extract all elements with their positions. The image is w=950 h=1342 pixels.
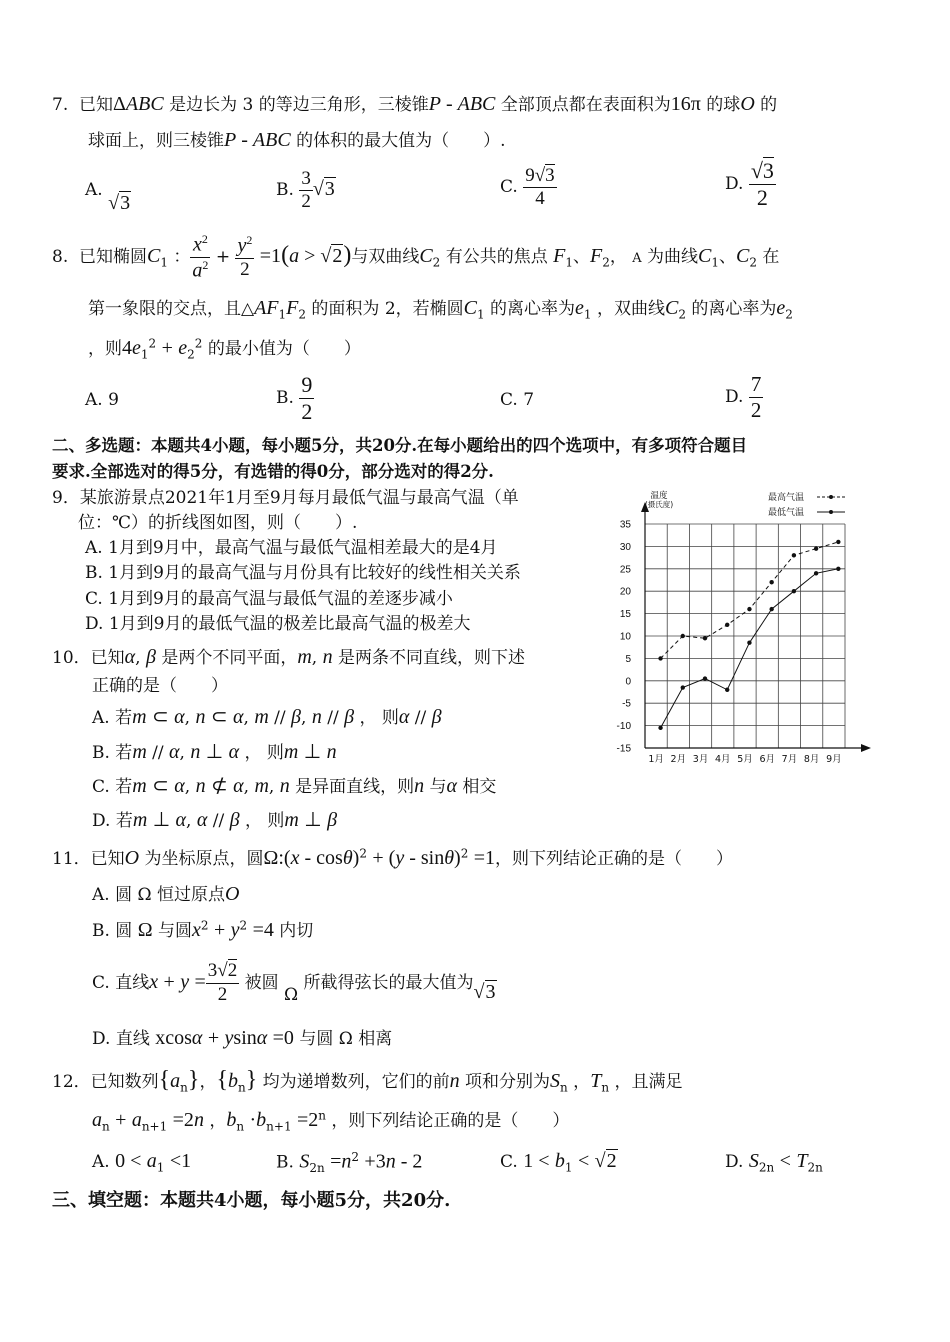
data-point <box>836 540 840 544</box>
y-tick-label: -15 <box>616 743 631 755</box>
q10-option-b: B. 若m // α, n ⊥ α ， 则m ⊥ n <box>92 741 337 763</box>
q11-option-d: D. 直线 xcosα + ysinα =0 与圆 Ω 相离 <box>92 1027 393 1049</box>
x-tick-label: 5月 <box>737 754 753 765</box>
section2-heading-line1: 二、多选题：本题共4小题，每小题5分，共20分.在每小题给出的四个选项中，有多项符合题目 <box>52 436 748 455</box>
q7-option-a: A. √3 <box>85 180 131 214</box>
data-point <box>703 636 707 640</box>
y-tick-label: 10 <box>619 631 631 643</box>
legend-label: 最高气温 <box>768 493 805 503</box>
q9-line2: 位：℃）的折线图如图，则（ ）. <box>78 513 358 533</box>
q11-option-c: C. 直线x + y = $\frac{3√2}{2}$ 被圆 Ω 所截得弦长的最大值为√3 <box>92 960 496 1005</box>
data-point <box>658 656 662 660</box>
data-point <box>703 676 707 680</box>
q11-option-b: B. 圆 Ω 与圆$x^2 + y^2 =4$ 内切 <box>92 918 314 941</box>
legend-marker <box>829 510 833 514</box>
q12-line1: 12．已知数列$\{a_n\}$，$\{b_n\}$ 均为递增数列，它们的前n 项和分别为$S_n$ ，$T_n$ ，且满足 <box>52 1067 683 1095</box>
q12-line2: $a_n + a_{n+1} =2n$ ，$b_n \cdot b_{n+1} =2^n$ ，则下列结论正确的是（ ） <box>92 1108 570 1134</box>
x-tick-label: 6月 <box>759 754 775 765</box>
q12-option-c: C. $1 < b_1 < √2$ <box>500 1150 617 1175</box>
q11-line1: 11．已知O 为坐标原点，圆Ω:(x - cosθ)$^2$ + (y - sinθ)$^2$ =1，则下列结论正确的是（ ） <box>52 846 734 869</box>
temperature-line-chart <box>605 488 885 768</box>
series-line-1 <box>661 569 839 728</box>
q10-line2: 正确的是（ ） <box>92 676 228 696</box>
data-point <box>792 553 796 557</box>
x-tick-label: 9月 <box>826 754 842 765</box>
x-tick-label: 3月 <box>692 754 709 765</box>
y-tick-label: 0 <box>625 676 631 688</box>
data-point <box>814 571 818 575</box>
q9-option-b: B. 1月到9月的最高气温与月份具有比较好的线性相关关系 <box>85 563 521 583</box>
data-point <box>747 641 751 645</box>
data-point <box>681 685 685 689</box>
data-point <box>658 726 662 730</box>
q7-option-c: C. $\frac{9√3}{4}$ <box>500 165 555 209</box>
q11-option-a: A. 圆 Ω 恒过原点O <box>92 883 240 905</box>
y-axis-label: (摄氏度) <box>644 500 674 509</box>
data-point <box>792 589 796 593</box>
q7-line2: 球面上，则三棱锥P - ABC 的体积的最大值为（ ）. <box>88 129 506 151</box>
data-point <box>814 546 818 550</box>
data-point <box>681 634 685 638</box>
q8-option-b: B. $\frac{9}{2}$ <box>276 372 313 424</box>
q9-option-a: A. 1月到9月中，最高气温与最低气温相差最大的是4月 <box>85 538 498 558</box>
y-tick-label: -5 <box>622 698 631 710</box>
data-point <box>747 607 751 611</box>
y-tick-label: 20 <box>619 586 631 598</box>
y-axis-label: 温度 <box>650 491 668 501</box>
x-tick-label: 7月 <box>781 754 798 765</box>
q8-line2: 第一象限的交点，且$\triangle AF_1F_2$ 的面积为 2，若椭圆$C_1$ 的离心率为$e_1$ ，双曲线$C_2$ 的离心率为$e_2$ <box>88 297 793 322</box>
y-tick-label: 30 <box>619 541 631 553</box>
q7-option-d: D. $\frac{√3}{2}$ <box>725 158 774 210</box>
y-tick-label: 25 <box>619 564 631 576</box>
q10-line1: 10．已知α, β 是两个不同平面，m, n 是两条不同直线，则下述 <box>52 646 525 668</box>
data-point <box>836 567 840 571</box>
q8-option-c: C. 7 <box>500 390 535 410</box>
data-point <box>769 580 773 584</box>
y-tick-label: 15 <box>619 609 631 621</box>
q7-line1: 7. 已知ΔABC 是边长为 3 的等边三角形，三棱锥P - ABC 全部顶点都在表面积为16π 的球O 的 <box>52 93 778 115</box>
q8-option-a: A. 9 <box>85 390 119 410</box>
q10-option-a: A. 若m ⊂ α, n ⊂ α, m // β, n // β ， 则α // β <box>92 706 442 728</box>
q8-option-d: D. $\frac{7}{2}$ <box>725 372 762 422</box>
q10-option-c: C. 若m ⊂ α, n ⊄ α, m, n 是异面直线，则n 与α 相交 <box>92 775 497 797</box>
x-tick-label: 4月 <box>715 754 731 765</box>
y-tick-label: 5 <box>625 653 631 665</box>
q8-line3: ，则$4e_1^2 + e_2^2$ 的最小值为（ ） <box>88 336 361 362</box>
x-tick-label: 1月 <box>648 754 664 765</box>
q9-option-c: C. 1月到9月的最高气温与最低气温的差逐步减小 <box>85 589 453 609</box>
y-tick-label: -10 <box>616 721 631 733</box>
x-tick-label: 2月 <box>670 754 687 765</box>
q7-option-b: B. $\frac{3}{2}$ √3 <box>276 168 335 212</box>
x-tick-label: 8月 <box>803 754 820 765</box>
legend-label: 最低气温 <box>768 508 805 518</box>
data-point <box>725 623 729 627</box>
q9-option-d: D. 1月到9月的最低气温的极差比最高气温的极差大 <box>85 614 471 634</box>
data-point <box>725 688 729 692</box>
q10-option-d: D. 若m ⊥ α, α // β ， 则m ⊥ β <box>92 809 338 831</box>
q12-option-b: B. $S_{2n} =n^2 +3n - 2$ <box>276 1150 423 1176</box>
q12-option-a: A. $0 < a_1 <1$ <box>92 1150 192 1175</box>
x-axis-arrow <box>861 744 871 752</box>
y-tick-label: 35 <box>619 519 631 531</box>
q9-line1: 9．某旅游景点2021年1月至9月每月最低气温与最高气温（单 <box>52 488 519 508</box>
section2-heading-line2: 要求.全部选对的得5分，有选错的得0分，部分选对的得2分. <box>52 462 494 481</box>
data-point <box>769 607 773 611</box>
q12-option-d: D. $S_{2n} < T_{2n}$ <box>725 1150 823 1175</box>
legend-marker <box>829 495 833 499</box>
section3-heading: 三、填空题：本题共4小题，每小题5分，共20分. <box>52 1190 451 1211</box>
q8-line1: 8. 已知椭圆$C_1$ ： $\frac{x^2}{a^2}$ + $\frac{y^2}{2}$ =1(a > √2)与双曲线$C_2$ 有公共的焦点 $F_1$、$F_2$， A 为曲线$C_1$、$C_2$ 在 <box>52 232 780 282</box>
